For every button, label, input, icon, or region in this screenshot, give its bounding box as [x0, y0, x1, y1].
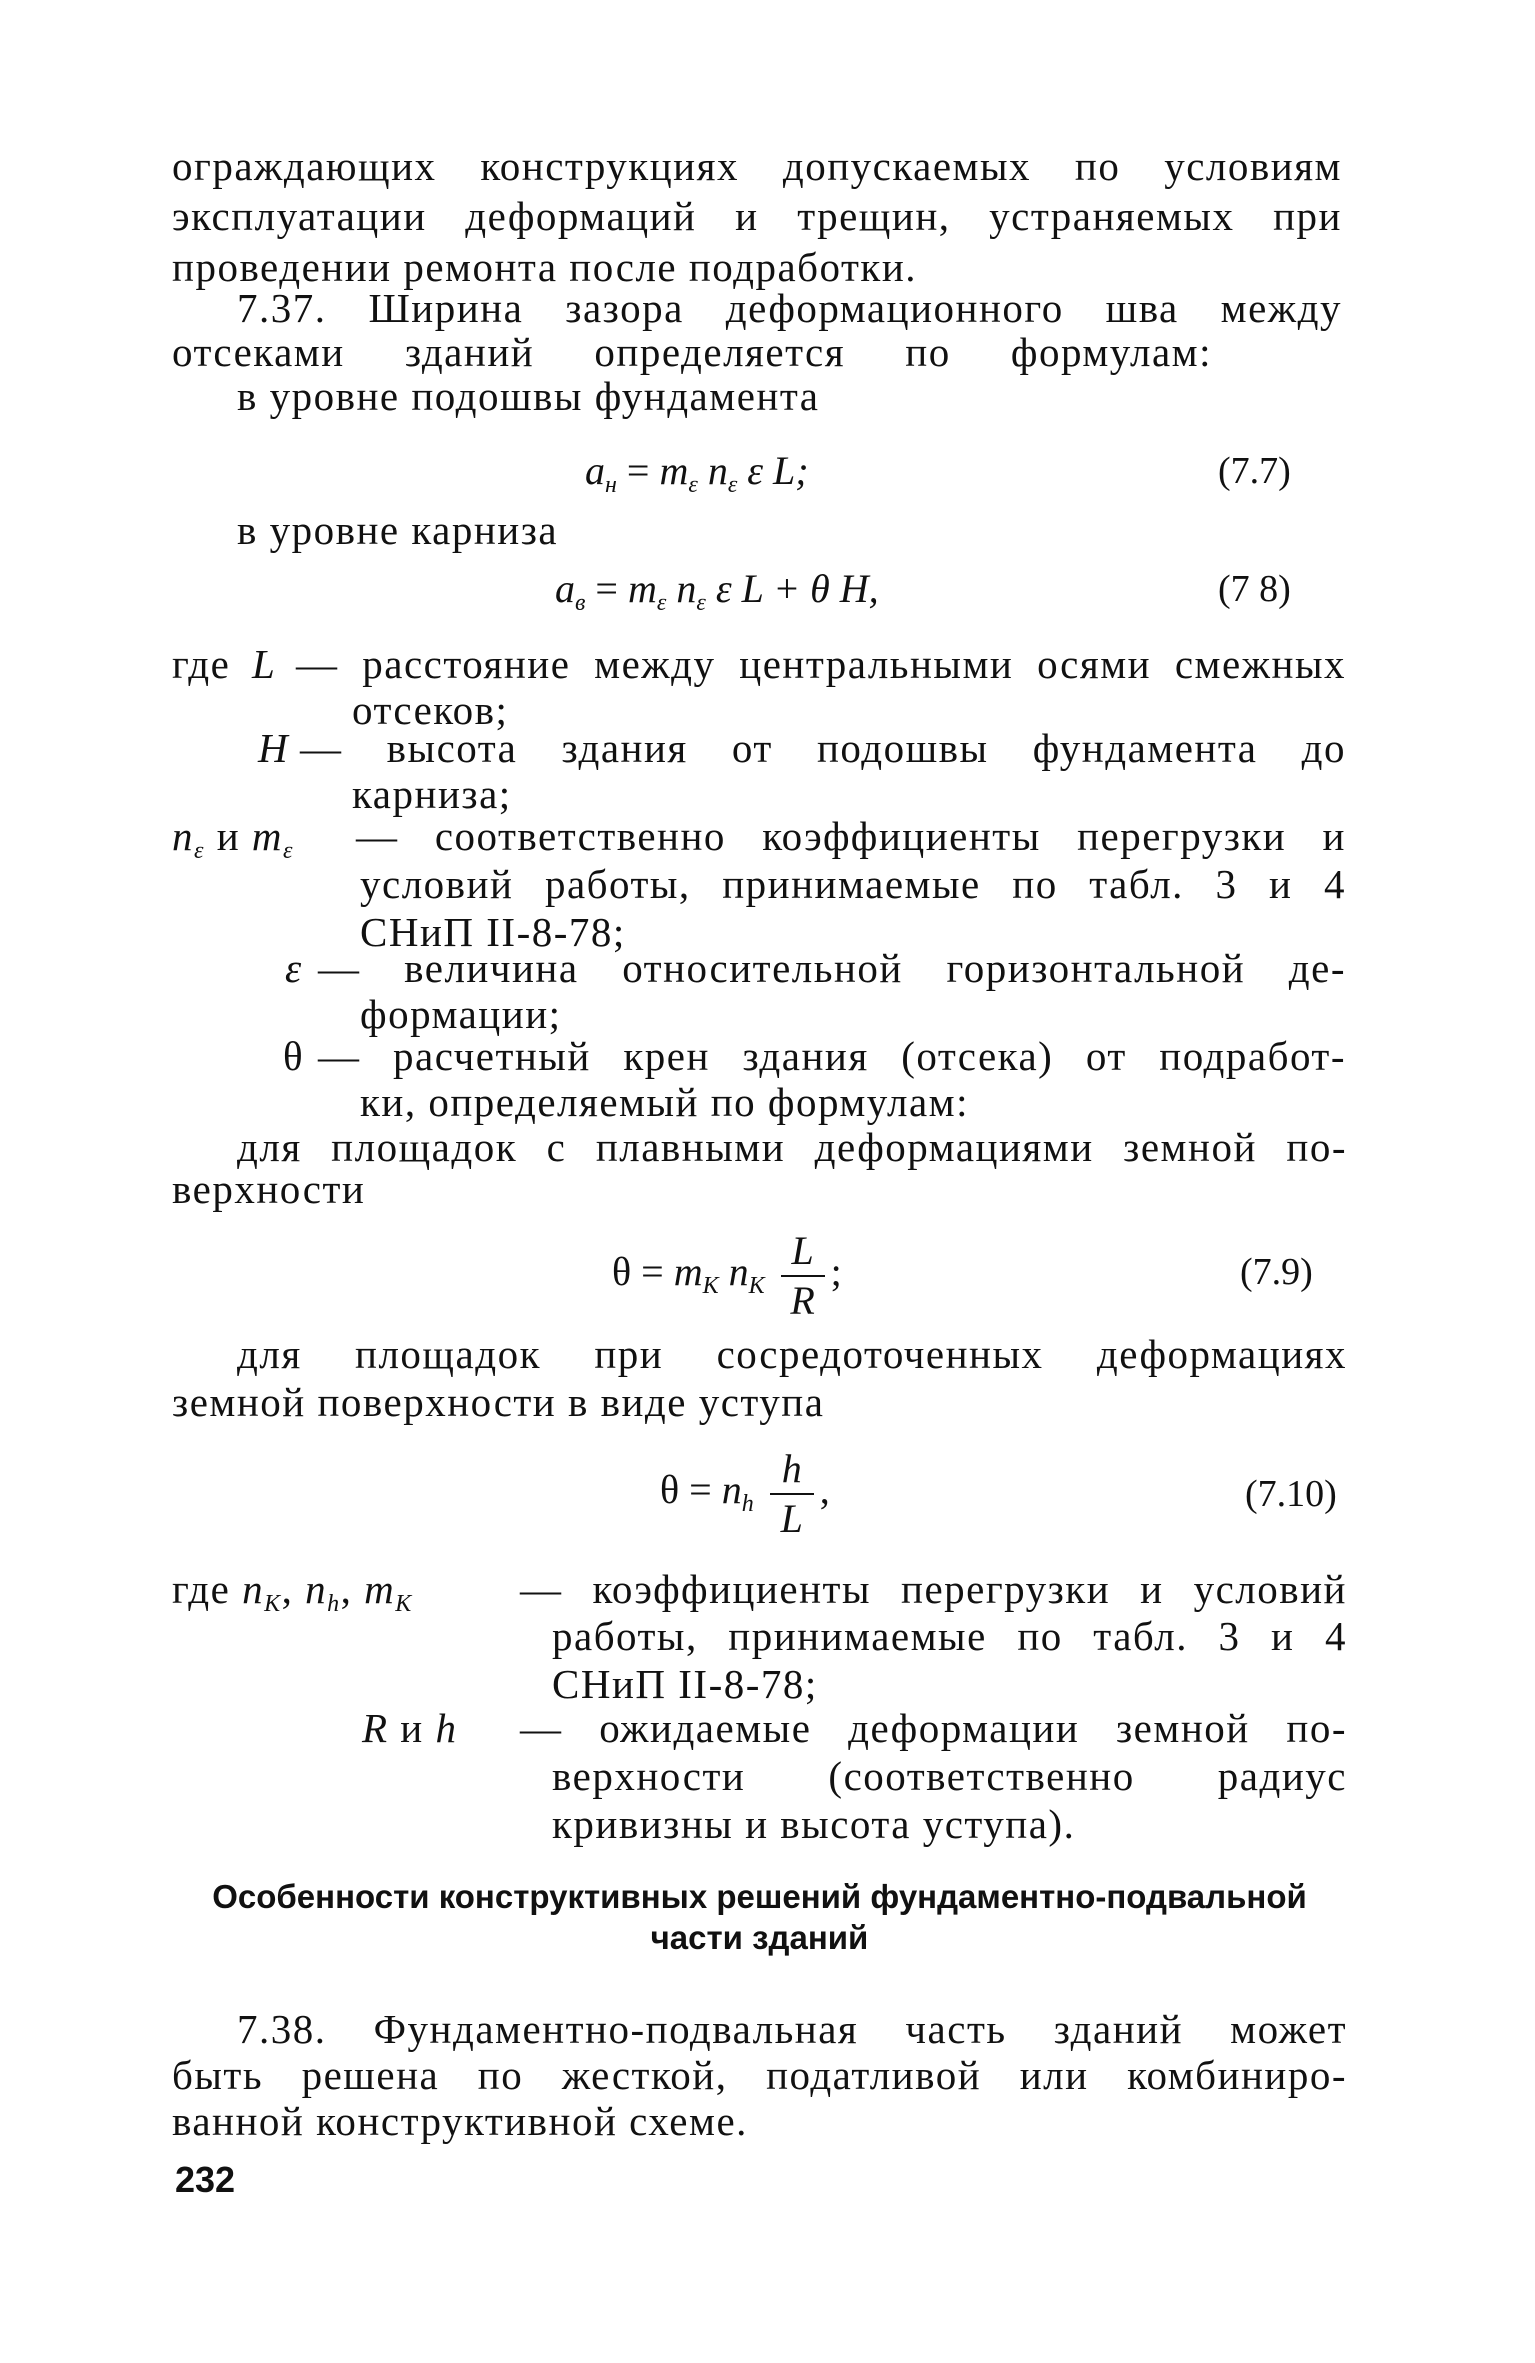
def-coefficients-text-3: СНиП II-8-78;	[552, 1661, 818, 1707]
def-theta-text-2: ки, определяемый по формулам:	[360, 1079, 969, 1125]
def-L-text-2: отсеков;	[352, 687, 509, 733]
smooth-line-1: для площадок с плавными деформациями земной по-	[237, 1124, 1347, 1170]
para-738-line-3: ванной конструктивной схеме.	[172, 2098, 748, 2144]
page-number: 232	[175, 2159, 236, 2200]
def-n-m-symbols: $n_\varepsilon$ и $m_\varepsilon$	[172, 813, 294, 864]
fraction-L-over-R: $\frac{L}{R}$	[781, 1229, 825, 1323]
def-n-m-text-2: условий работы, принимаемые по табл. 3 и 4	[360, 861, 1346, 907]
section-heading-line-1: Особенности конструктивных решений фундаментно-подвальной	[212, 1878, 1307, 1915]
def-coefficients-text-1: — коэффициенты перегрузки и условий	[520, 1566, 1347, 1612]
fraction-h-over-L: $\frac{h}{L}$	[770, 1447, 814, 1541]
def-eps-text-2: формации;	[360, 991, 562, 1037]
def-L-symbol: L	[252, 641, 277, 687]
def-R-h-symbols: R и h	[362, 1705, 458, 1751]
def-H-text-2: карниза;	[352, 771, 512, 817]
intro-line-3: проведении ремонта после подработки.	[172, 244, 918, 290]
equation-number-7-8: (7 8)	[1218, 568, 1291, 610]
def-theta-symbol: θ	[283, 1033, 305, 1079]
formula-7-9: $\theta = m_K$ $n_K$ $\frac{L}{R}$ ;	[612, 1227, 842, 1323]
concentrated-line-2: земной поверхности в виде уступа	[172, 1379, 825, 1425]
def-H-symbol: H	[258, 725, 290, 771]
def-eps-symbol: ε	[285, 945, 303, 991]
level-foundation-label: в уровне подошвы фундамента	[237, 373, 820, 419]
intro-line-1: ограждающих конструкциях допускаемых по условиям	[172, 143, 1342, 189]
def-n-m-text-3: СНиП II-8-78;	[360, 909, 626, 955]
def-n-m-text-1: — соответственно коэффициенты перегрузки и	[356, 813, 1346, 859]
def-theta-text-1: — расчетный крен здания (отсека) от подработ-	[318, 1033, 1346, 1079]
def-R-h-text-3: кривизны и высота уступа).	[552, 1801, 1076, 1847]
def-coefficients-text-2: работы, принимаемые по табл. 3 и 4	[552, 1613, 1347, 1659]
intro-line-2: эксплуатации деформаций и трещин, устраняемых при	[172, 193, 1342, 239]
equation-number-7-7: (7.7)	[1218, 450, 1291, 492]
level-cornice-label: в уровне карниза	[237, 507, 559, 553]
def-H-text-1: — высота здания от подошвы фундамента до	[300, 725, 1346, 771]
def-coefficients-symbols: где $n_K$, $n_h$, $m_K$	[172, 1566, 413, 1617]
formula-7-7: $a_н = m_\varepsilon$ $n_\varepsilon$ ε L;	[585, 448, 809, 498]
def-R-h-text-1: — ожидаемые деформации земной по-	[520, 1705, 1347, 1751]
para-737-line-1: 7.37. Ширина зазора деформационного шва между	[237, 285, 1342, 331]
equation-number-7-9: (7.9)	[1240, 1251, 1313, 1293]
formula-7-8: $a_в = m_\varepsilon$ $n_\varepsilon$ ε L + θ H,	[555, 566, 879, 616]
def-R-h-text-2: верхности (соответственно радиус	[552, 1753, 1347, 1799]
equation-number-7-10: (7.10)	[1245, 1473, 1337, 1515]
smooth-line-2: верхности	[172, 1166, 366, 1212]
para-737-line-2: отсеками зданий определяется по формулам:	[172, 329, 1212, 375]
concentrated-line-1: для площадок при сосредоточенных деформациях	[237, 1331, 1347, 1377]
para-738-line-1: 7.38. Фундаментно-подвальная часть зданий может	[237, 2006, 1347, 2052]
def-eps-text-1: — величина относительной горизонтальной де-	[318, 945, 1346, 991]
para-738-line-2: быть решена по жесткой, податливой или комбиниро-	[172, 2052, 1347, 2098]
formula-7-10: $\theta = n_h$ $\frac{h}{L}$ ,	[660, 1445, 830, 1541]
where-label-1: где	[172, 641, 231, 687]
def-L-text-1: — расстояние между центральными осями смежных	[296, 641, 1346, 687]
section-heading-line-2: части зданий	[650, 1919, 869, 1956]
